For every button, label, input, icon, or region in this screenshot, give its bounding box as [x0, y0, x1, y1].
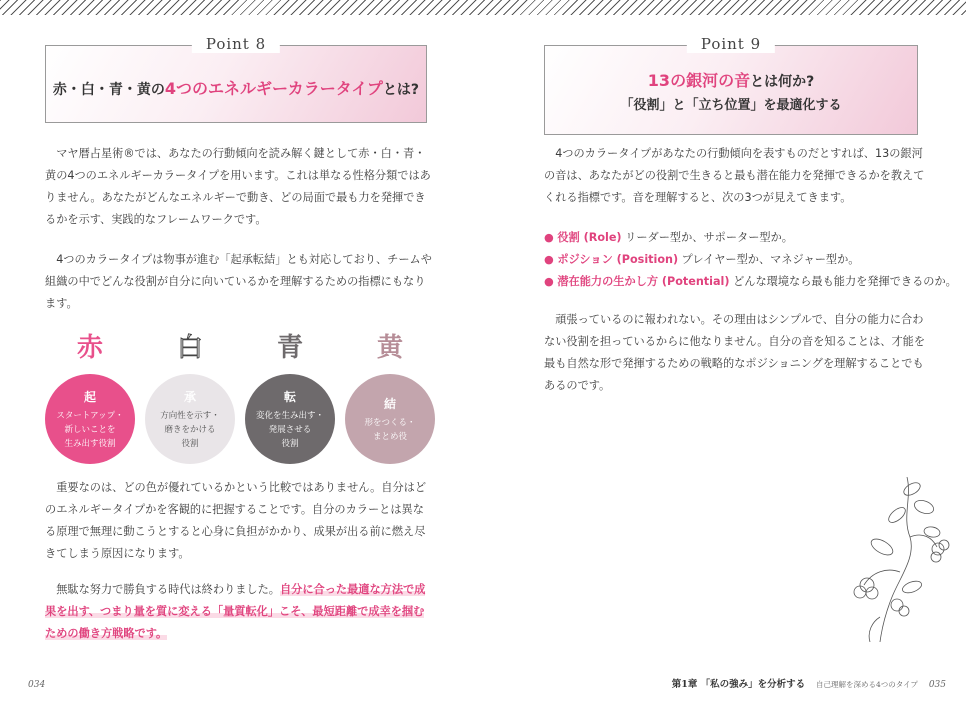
footer-chapter: 第1章 「私の強み」を分析する	[671, 679, 806, 690]
color-red	[45, 330, 135, 464]
right-paragraph-2: 頑張っているのに報われない。その理由はシンプルで、自分の能力に合わない役割を担っているからに他なりません。自分の音を知ることは、才能を最も自然な形で発揮するための戦略的なポジショニングを理解することでもあるのです。	[544, 313, 926, 392]
color-type-circles	[45, 330, 435, 470]
left-paragraph-2: 4つのカラータイプは物事が進む「起承転結」とも対応しており、チームや組織の中でどんな役割が自分に向いているかを理解するための指標にもなります。	[45, 253, 432, 310]
point-8-box	[45, 35, 427, 123]
right-paragraph-1: 4つのカラータイプがあなたの行動傾向を表すものだとすれば、13の銀河の音は、あなたがどの役割で生きると最も潜在能力を発揮できるかを教えてくれる指標です。音を理解すると、次の3つが見えてきます。	[544, 147, 925, 204]
right-footer	[672, 676, 946, 690]
color-white	[145, 330, 235, 464]
flower-illustration	[852, 477, 952, 642]
color-blue	[245, 330, 335, 464]
point-8-title-highlight: 4つのエネルギーカラータイプ	[164, 79, 383, 98]
right-page	[486, 15, 966, 710]
right-bullet-list	[544, 227, 957, 293]
right-page-number: 035	[928, 680, 946, 690]
left-page-number: 034	[28, 680, 46, 690]
point-8-title: 赤・白・青・黄の4つのエネルギーカラータイプとは?	[52, 79, 420, 98]
bullet-role: ● 役割 (Role) リーダー型か、サポーター型か。	[544, 231, 793, 244]
kanji-blue: 青	[276, 333, 303, 363]
footer-subtitle: 自己理解を深める4つのタイプ	[816, 680, 918, 689]
kanji-yellow: 黄	[376, 333, 403, 363]
bullet-potential: ● 潜在能力の生かし方 (Potential) どんな環境なら最も能力を発揮できるのか。	[544, 275, 957, 288]
kanji-white: 白	[176, 333, 203, 363]
left-paragraph-4: 無駄な努力で勝負する時代は終わりました。自分に合った最適な方法で成果を出す、つまり量を質に変える「量質転化」こそ、最短距離で成幸を掴むための働き方戦略です。	[45, 583, 426, 640]
circle-blue: 転 変化を生み出す・ 発展させる 役割	[245, 374, 335, 464]
point-9-title-line2: 「役割」と「立ち位置」を最適化する	[620, 98, 842, 113]
circle-yellow: 結 形をつくる・ まとめ役	[345, 374, 435, 464]
point-9-label: Point 9	[687, 35, 775, 53]
left-paragraph-4-highlight: 自分に合った最適な方法で成果を出す、つまり量を質に変える「量質転化」こそ、最短距離で成幸を掴むための働き方戦略です。	[45, 583, 426, 640]
color-yellow	[345, 330, 435, 464]
circle-white: 承 方向性を示す・ 磨きをかける 役割	[145, 374, 235, 464]
circle-red: 起 スタートアップ・ 新しいことを 生み出す役割	[45, 374, 135, 464]
top-hatch-border	[0, 0, 966, 15]
point-9-box	[544, 35, 918, 135]
left-paragraph-1: マヤ暦占星術®では、あなたの行動傾向を読み解く鍵として赤・白・青・黄の4つのエネルギーカラータイプを用います。これは単なる性格分類ではありません。あなたがどんなエネルギーで動き、どの局面で最も力を発揮できるかを示す、実践的なフレームワークです。	[45, 147, 431, 226]
bullet-position: ● ポジション (Position) プレイヤー型か、マネジャー型か。	[544, 253, 860, 266]
point-8-label: Point 8	[192, 35, 280, 53]
left-page	[0, 15, 480, 710]
left-paragraph-3: 重要なのは、どの色が優れているかという比較ではありません。自分はどのエネルギータイプかを客観的に把握することです。自分のカラーとは異なる原理で無理に動こうとすると心身に負担がかかり、成果が出る前に燃え尽きてしまう原因になります。	[45, 481, 427, 560]
point-9-title-line1: 13の銀河の音とは何か?	[647, 71, 815, 90]
kanji-red: 赤	[76, 333, 103, 363]
